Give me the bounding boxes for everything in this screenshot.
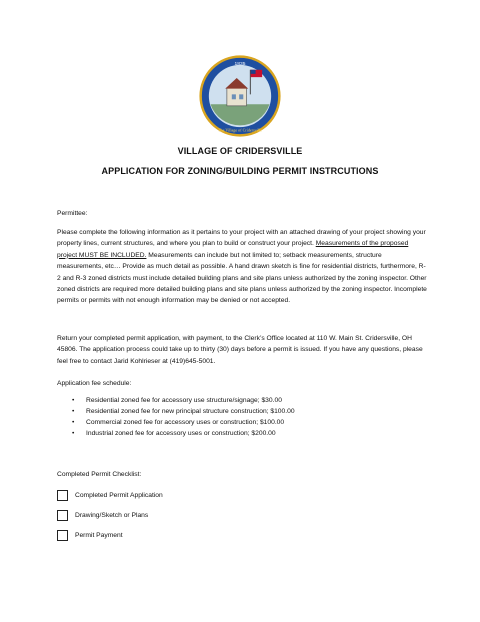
- fee-item: [72, 428, 412, 439]
- checklist-label: Completed Permit Checklist:: [57, 471, 142, 478]
- svg-text:1835: 1835: [234, 61, 246, 67]
- fee-item-text: Residential zoned fee for new principal structure construction; $100.00: [86, 408, 295, 415]
- checkbox-application[interactable]: [57, 490, 68, 501]
- village-seal-logo: [199, 55, 281, 137]
- instructions-paragraph: [57, 227, 427, 307]
- instructions-text-a: Please complete the following information as it pertains to your project with an attached drawing of your project showing your property lines, current structures, and where you plan to build or construct your project.: [57, 229, 426, 248]
- fee-item-text: Residential zoned fee for accessory use structure/signage; $30.00: [86, 397, 282, 404]
- checklist-item-label: Completed Permit Application: [75, 492, 163, 499]
- fee-item: [72, 395, 412, 406]
- checklist-item-label: Permit Payment: [75, 532, 123, 539]
- checklist-item-drawing[interactable]: [57, 510, 148, 522]
- fee-item-text: Industrial zoned fee for accessory uses or construction; $200.00: [86, 430, 276, 437]
- return-instructions-paragraph: Return your completed permit application, with payment, to the Clerk’s Office located at 110 W. Main St. Cridersville, OH 45806. The application process could take up to thirty (30) days before a permit is issued. If you have any questions, please feel free to contact Jarid Kohlrieser at (419)645-5001.: [57, 335, 423, 365]
- bullet-icon: •: [72, 397, 75, 404]
- document-title: VILLAGE OF CRIDERSVILLE: [177, 146, 303, 156]
- instructions-text-b: Measurements can include but not limited to; setback measurements, structure measurements, etc… Provide as much detail as possible. A hand drawn sketch is fine for residential districts, furthermore, R-2 and R-3 zoned districts must include detailed building plans and site plans unless authorized by the zoning inspector. Other zoned districts are required more detailed building plans and site plans unless authorized by the zoning inspector. Incomplete permits or permits with not enough information may be denied or not accepted.: [57, 251, 427, 305]
- checklist-item-application[interactable]: [57, 490, 163, 502]
- fee-schedule-list: [72, 395, 412, 439]
- fee-item: [72, 417, 412, 428]
- fee-item: [72, 406, 412, 417]
- bullet-icon: •: [72, 419, 75, 426]
- bullet-icon: •: [72, 430, 75, 437]
- checklist-item-payment[interactable]: [57, 530, 123, 542]
- checkbox-drawing[interactable]: [57, 510, 68, 521]
- checkbox-payment[interactable]: [57, 530, 68, 541]
- fee-schedule-label: Application fee schedule:: [57, 380, 132, 387]
- permittee-label: Permittee:: [57, 210, 88, 217]
- bullet-icon: •: [72, 408, 75, 415]
- checklist-item-label: Drawing/Sketch or Plans: [75, 512, 149, 519]
- measurements-required-note: Measurements of the proposed project MUST BE INCLUDED.: [57, 240, 409, 259]
- fee-item-text: Commercial zoned fee for accessory uses or construction; $100.00: [86, 419, 285, 426]
- document-subtitle: APPLICATION FOR ZONING/BUILDING PERMIT INSTRCUTIONS: [101, 166, 379, 176]
- svg-text:The Village of Cridersville: The Village of Cridersville: [218, 127, 262, 133]
